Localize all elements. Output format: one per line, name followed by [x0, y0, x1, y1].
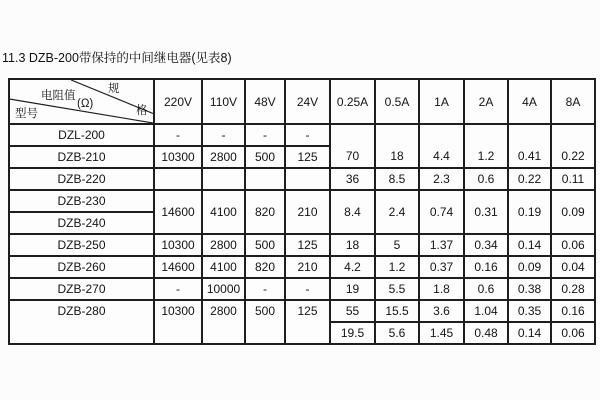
model-cell: DZL-200: [9, 124, 154, 146]
value-cell: 1.04: [464, 300, 508, 322]
value-cell: 0.06: [551, 234, 595, 256]
value-cell: 8.5: [375, 168, 419, 190]
value-cell: 0.11: [551, 168, 595, 190]
row-dzb-270: [9, 278, 595, 300]
value-cell: 0.6: [464, 168, 508, 190]
value-cell: 1.37: [419, 234, 464, 256]
value-cell-merged: 2800: [202, 300, 245, 344]
relay-resistance-table: [8, 78, 596, 345]
section-title: 11.3 DZB-200带保持的中间继电器(见表8): [2, 51, 232, 65]
value-cell-merged: 0.41: [508, 124, 551, 168]
value-cell: -: [154, 124, 202, 146]
value-cell-merged: 820: [245, 190, 285, 234]
value-cell-merged: 0.74: [419, 190, 464, 234]
value-cell: 0.35: [508, 300, 551, 322]
value-cell: 0.04: [551, 256, 595, 278]
value-cell: 125: [285, 234, 330, 256]
empty-cell: [285, 168, 330, 190]
value-cell: -: [285, 278, 330, 300]
value-cell-merged: 10300: [154, 300, 202, 344]
col-header-24v: 24V: [285, 79, 330, 124]
value-cell: 14600: [154, 256, 202, 278]
col-header-220v: 220V: [154, 79, 202, 124]
row-dzb-250: [9, 234, 595, 256]
col-header-48v: 48V: [245, 79, 285, 124]
value-cell: 4.2: [330, 256, 375, 278]
corner-spec-label-top: 规: [108, 83, 120, 95]
value-cell: 0.09: [508, 256, 551, 278]
value-cell-merged: 210: [285, 190, 330, 234]
model-cell: DZB-220: [9, 168, 154, 190]
value-cell: 500: [245, 146, 285, 168]
value-cell: 0.14: [508, 234, 551, 256]
value-cell-merged: 4.4: [419, 124, 464, 168]
value-cell: 0.14: [508, 322, 551, 344]
value-cell: 4100: [202, 256, 245, 278]
col-header-4a: 4A: [508, 79, 551, 124]
value-cell-merged: 0.31: [464, 190, 508, 234]
value-cell: 1.2: [375, 256, 419, 278]
corner-resistance-unit: (Ω): [77, 98, 94, 110]
model-cell: DZB-280: [9, 300, 154, 344]
value-cell-merged: 18: [375, 124, 419, 168]
value-cell: 5: [375, 234, 419, 256]
value-cell: 10000: [202, 278, 245, 300]
value-cell: 10300: [154, 234, 202, 256]
row-dzl-200: [9, 124, 595, 146]
model-cell: DZB-250: [9, 234, 154, 256]
value-cell-merged: 0.22: [551, 124, 595, 168]
value-cell: 0.6: [464, 278, 508, 300]
value-cell: 0.28: [551, 278, 595, 300]
value-cell: 0.38: [508, 278, 551, 300]
model-cell: DZB-270: [9, 278, 154, 300]
empty-cell: [154, 168, 202, 190]
model-cell: DZB-210: [9, 146, 154, 168]
value-cell: 5.5: [375, 278, 419, 300]
col-header-110v: 110V: [202, 79, 245, 124]
row-dzb-230: [9, 190, 595, 212]
col-header-2a: 2A: [464, 79, 508, 124]
model-cell: DZB-260: [9, 256, 154, 278]
value-cell: 820: [245, 256, 285, 278]
col-header-1a: 1A: [419, 79, 464, 124]
value-cell: 1.45: [419, 322, 464, 344]
value-cell: 125: [285, 146, 330, 168]
empty-cell: [202, 168, 245, 190]
corner-spec-label-bottom: 格: [136, 105, 148, 117]
value-cell: 0.16: [464, 256, 508, 278]
value-cell: 36: [330, 168, 375, 190]
value-cell-merged: 70: [330, 124, 375, 168]
value-cell: 3.6: [419, 300, 464, 322]
value-cell: 0.48: [464, 322, 508, 344]
model-cell: DZB-240: [9, 212, 154, 234]
value-cell-merged: 4100: [202, 190, 245, 234]
value-cell: 0.34: [464, 234, 508, 256]
row-dzb-280: [9, 300, 595, 322]
value-cell-merged: 14600: [154, 190, 202, 234]
value-cell: 19: [330, 278, 375, 300]
value-cell: 2800: [202, 234, 245, 256]
value-cell: 0.16: [551, 300, 595, 322]
col-header-8a: 8A: [551, 79, 595, 124]
empty-cell: [245, 168, 285, 190]
value-cell-merged: 2.4: [375, 190, 419, 234]
value-cell: 2.3: [419, 168, 464, 190]
value-cell: 15.5: [375, 300, 419, 322]
value-cell-merged: 8.4: [330, 190, 375, 234]
value-cell: -: [154, 278, 202, 300]
value-cell: 0.22: [508, 168, 551, 190]
diagonal-corner-cell: [9, 79, 154, 124]
row-dzb-260: [9, 256, 595, 278]
value-cell: 500: [245, 234, 285, 256]
value-cell: -: [245, 278, 285, 300]
value-cell: 5.6: [375, 322, 419, 344]
row-dzb-220: [9, 168, 595, 190]
value-cell: 18: [330, 234, 375, 256]
value-cell-merged: 1.2: [464, 124, 508, 168]
value-cell: 0.37: [419, 256, 464, 278]
value-cell-merged: 500: [245, 300, 285, 344]
value-cell: 10300: [154, 146, 202, 168]
value-cell: 55: [330, 300, 375, 322]
corner-resistance-label: 电阻值: [41, 90, 76, 102]
value-cell: -: [285, 124, 330, 146]
value-cell: 0.06: [551, 322, 595, 344]
value-cell: 210: [285, 256, 330, 278]
value-cell: -: [245, 124, 285, 146]
model-cell: DZB-230: [9, 190, 154, 212]
corner-model-label: 型号: [15, 108, 38, 120]
header-row: [9, 79, 595, 124]
value-cell: -: [202, 124, 245, 146]
col-header-025a: 0.25A: [330, 79, 375, 124]
value-cell: 19.5: [330, 322, 375, 344]
value-cell-merged: 0.19: [508, 190, 551, 234]
value-cell: 2800: [202, 146, 245, 168]
value-cell-merged: 125: [285, 300, 330, 344]
value-cell: 1.8: [419, 278, 464, 300]
col-header-05a: 0.5A: [375, 79, 419, 124]
value-cell-merged: 0.09: [551, 190, 595, 234]
